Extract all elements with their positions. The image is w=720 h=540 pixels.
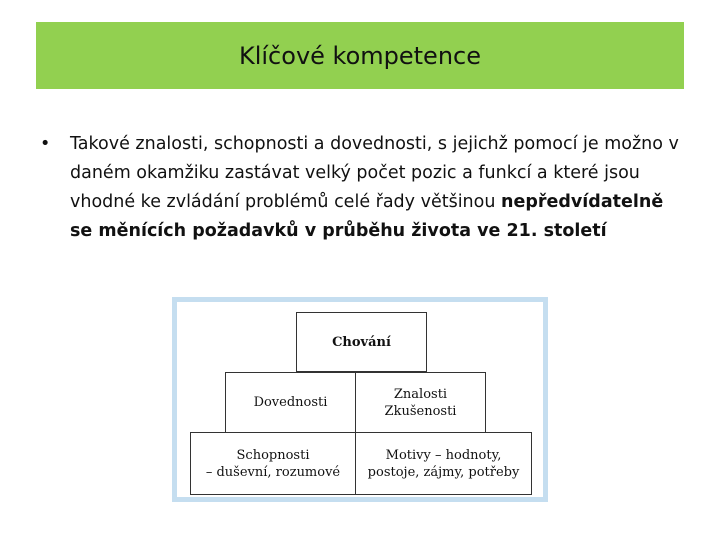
pyramid-box-knowledge bbox=[355, 372, 486, 433]
pyramid-box-knowledge-line1: Znalosti bbox=[393, 386, 448, 402]
bullet-icon: • bbox=[40, 134, 51, 154]
pyramid-box-skills bbox=[225, 372, 356, 433]
bullet-item bbox=[40, 130, 680, 246]
bullet-text-bold: nepředvídatelně se měnících požadavků v průběhu života ve 21. století bbox=[70, 192, 664, 241]
slide-content bbox=[40, 130, 680, 246]
pyramid-box-abilities bbox=[190, 432, 356, 495]
slide-title: Klíčové kompetence bbox=[238, 41, 481, 70]
bullet-text bbox=[70, 130, 680, 246]
pyramid-box-behavior-label: Chování bbox=[332, 334, 391, 350]
pyramid-box-motives-line1: Motivy – hodnoty, bbox=[385, 447, 502, 463]
pyramid-box-knowledge-line2: Zkušenosti bbox=[384, 403, 457, 419]
pyramid-box-abilities-line1: Schopnosti bbox=[236, 447, 310, 463]
pyramid-box-behavior bbox=[296, 312, 427, 372]
pyramid-box-motives-line2: postoje, zájmy, potřeby bbox=[367, 464, 520, 480]
title-bar bbox=[36, 22, 684, 89]
competence-pyramid-figure bbox=[172, 297, 548, 502]
bullet-text-regular: Takové znalosti, schopnosti a dovednosti, s jejichž pomocí je možno v daném okamžiku zastávat velký počet pozic a funkcí a které jsou vhodné ke zvládání problémů celé řady většinou bbox=[70, 134, 679, 212]
pyramid-box-skills-label: Dovednosti bbox=[253, 395, 328, 410]
pyramid-box-abilities-line2: – duševní, rozumové bbox=[205, 464, 341, 480]
pyramid-box-motives bbox=[355, 432, 532, 495]
